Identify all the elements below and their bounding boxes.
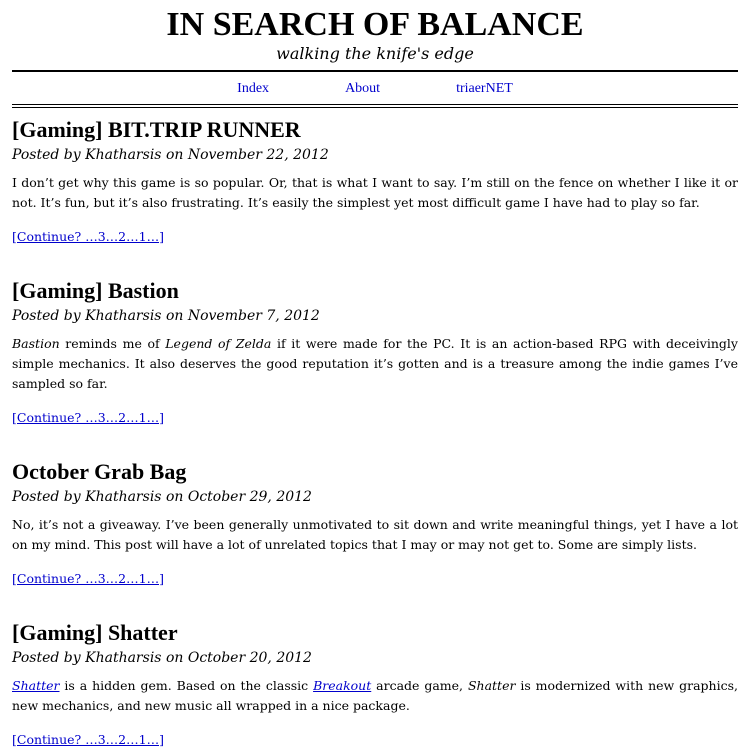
main-nav [12, 74, 738, 104]
post [12, 118, 738, 245]
header-divider [12, 70, 738, 72]
post-author: Khatharsis [85, 147, 162, 163]
excerpt-text: if it were made for the PC. It is an action-based RPG with deceivingly simple mechanics. It also deserves the good reputation it’s gotten and is a treasure among the indie games I’ve sampled so far. [12, 336, 738, 391]
nav-link-index[interactable]: Index [237, 81, 270, 96]
post [12, 279, 738, 426]
excerpt-text: arcade game, [371, 678, 468, 693]
post-title[interactable]: [Gaming] Bastion [12, 278, 179, 303]
game-title: Shatter [467, 678, 516, 693]
excerpt-text: reminds me of [59, 336, 166, 351]
post-title[interactable]: [Gaming] BIT.TRIP RUNNER [12, 117, 301, 142]
game-title: Bastion [12, 336, 60, 351]
post-title[interactable]: October Grab Bag [12, 459, 187, 484]
post [12, 621, 738, 748]
post-date: October 20, 2012 [187, 650, 312, 666]
byline-on: on [165, 308, 184, 324]
post-byline [12, 648, 738, 668]
post-author: Khatharsis [85, 650, 162, 666]
post-date: November 22, 2012 [187, 147, 329, 163]
breakout-link[interactable]: Breakout [313, 678, 372, 693]
byline-on: on [165, 650, 184, 666]
byline-prefix: Posted by [12, 650, 81, 666]
post-excerpt [12, 676, 738, 716]
continue-link[interactable]: [Continue? …3…2…1…] [12, 732, 164, 747]
post [12, 460, 738, 587]
post-excerpt: No, it’s not a giveaway. I’ve been generally unmotivated to sit down and write meaningful things, yet I have a lot on my mind. This post will have a lot of unrelated topics that I may or may not get to. Some are simply lists. [12, 517, 738, 552]
post-date: November 7, 2012 [187, 308, 320, 324]
nav-link-about[interactable]: About [345, 81, 381, 96]
post-byline [12, 145, 738, 165]
excerpt-text: is modernized with new graphics, new mechanics, and new music all wrapped in a nice package. [12, 678, 738, 713]
nav-link-triaernet[interactable]: triaerNET [456, 81, 513, 96]
byline-on: on [165, 147, 184, 163]
post-date: October 29, 2012 [187, 489, 312, 505]
excerpt-text: is a hidden gem. Based on the classic [59, 678, 314, 693]
byline-on: on [165, 489, 184, 505]
continue-link[interactable]: [Continue? …3…2…1…] [12, 229, 164, 244]
site-tagline: walking the knife's edge [276, 44, 474, 63]
continue-link[interactable]: [Continue? …3…2…1…] [12, 571, 164, 586]
post-title[interactable]: [Gaming] Shatter [12, 620, 178, 645]
byline-prefix: Posted by [12, 147, 81, 163]
byline-prefix: Posted by [12, 489, 81, 505]
byline-prefix: Posted by [12, 308, 81, 324]
site-header [12, 0, 738, 64]
post-author: Khatharsis [85, 489, 162, 505]
post-excerpt [12, 334, 738, 394]
continue-link[interactable]: [Continue? …3…2…1…] [12, 410, 164, 425]
post-byline [12, 487, 738, 507]
shatter-link[interactable]: Shatter [12, 678, 60, 693]
post-list [12, 118, 738, 748]
game-title: Legend of Zelda [165, 336, 272, 351]
site-title: IN SEARCH OF BALANCE [166, 6, 584, 43]
post-excerpt: I don’t get why this game is so popular. Or, that is what I want to say. I’m still on the fence on whether I like it or not. It’s fun, but it’s also frustrating. It’s easily the simplest yet most difficult game I have had to play so far. [12, 175, 738, 210]
post-byline [12, 306, 738, 326]
nav-divider [12, 104, 738, 108]
post-author: Khatharsis [85, 308, 162, 324]
